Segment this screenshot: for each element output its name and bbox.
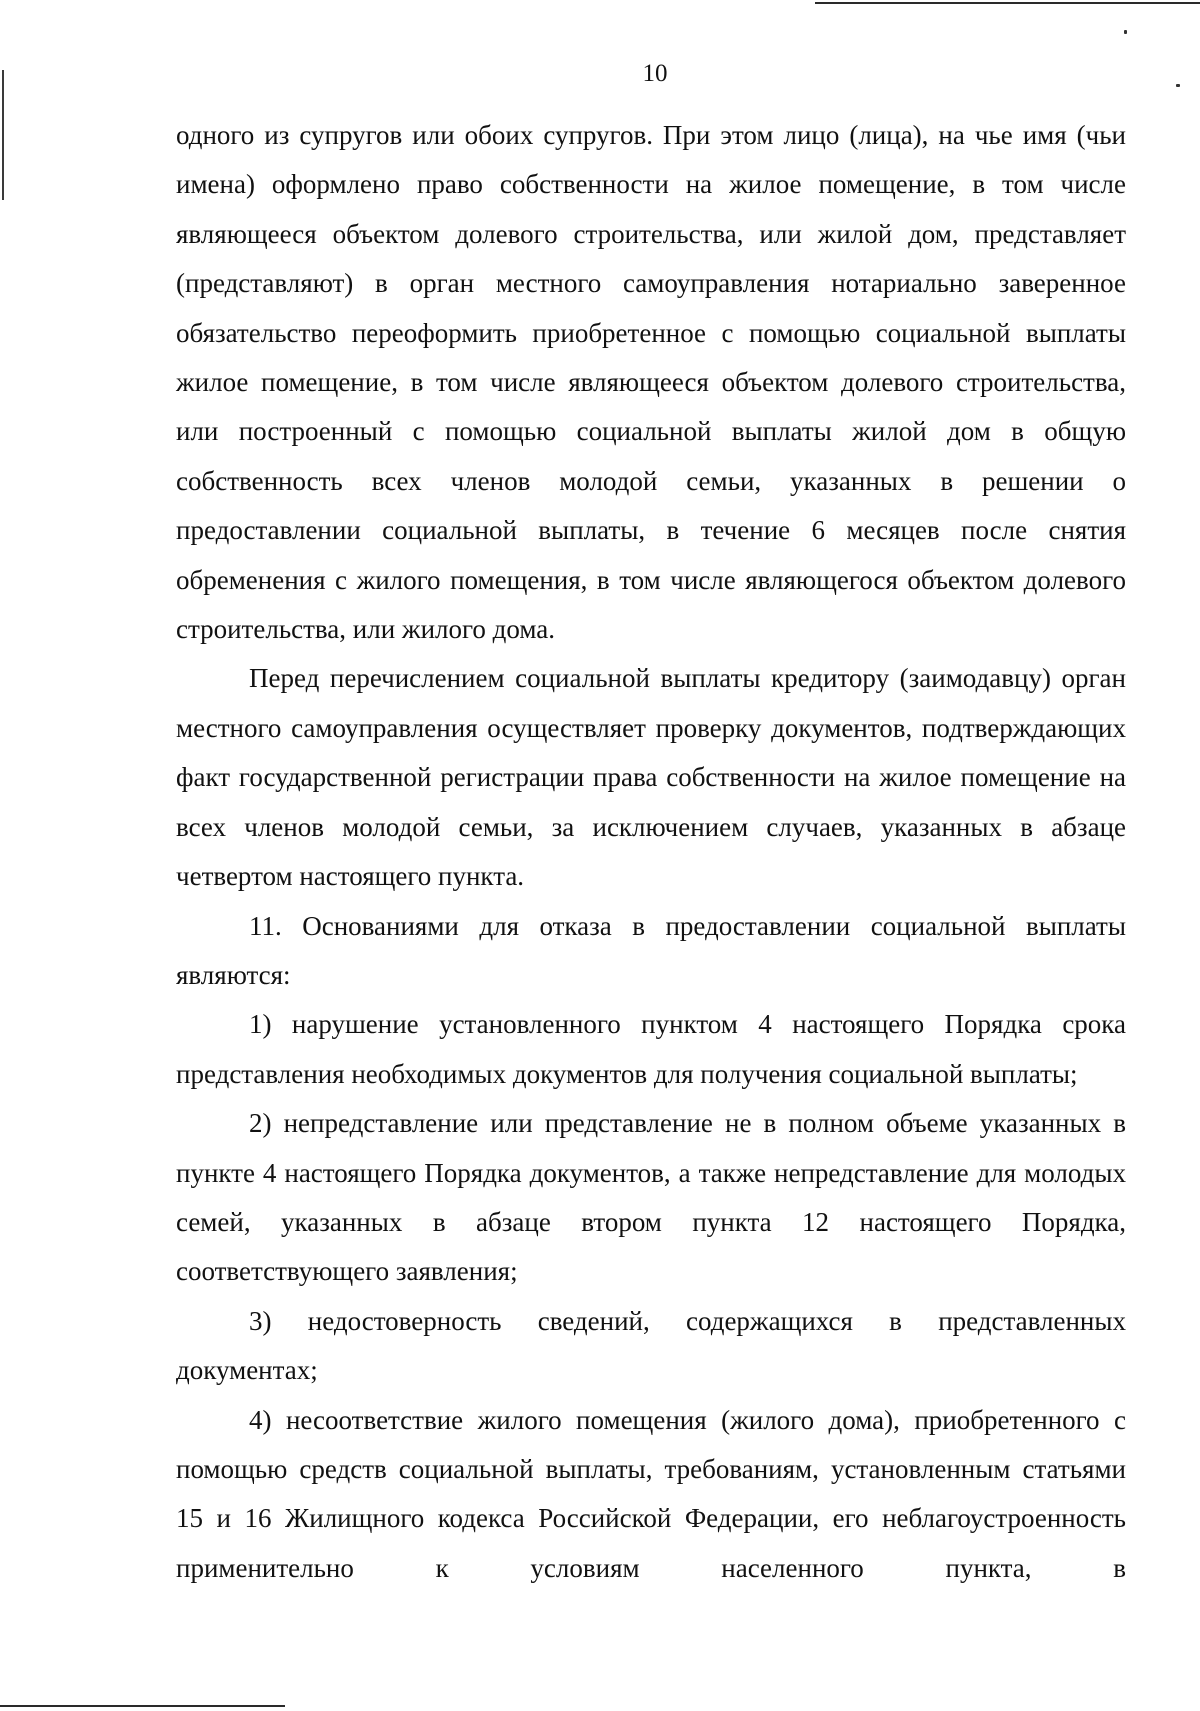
list-item-3: 3) недостоверность сведений, содержащихся в представленных документах; bbox=[176, 1305, 1126, 1386]
list-item-1: 1) нарушение установленного пунктом 4 настоящего Порядка срока представления необходимых документов для получения социальной выплаты; bbox=[176, 1009, 1126, 1089]
paragraph: Перед перечислением социальной выплаты кредитору (заимодавцу) орган местного самоуправления осуществляет проверку документов, подтверждающих факт государственной регистрации права собственности на жилое помещение на всех членов молодой семьи, за исключением случаев, указанных в абзаце четвертом настоящего пункта. bbox=[176, 663, 1126, 892]
scan-border-bottom bbox=[0, 1705, 285, 1707]
scan-border-top bbox=[815, 2, 1200, 4]
scan-speck bbox=[1124, 30, 1127, 34]
list-item-2: 2) непредставление или представление не в полном объеме указанных в пункте 4 настоящего Порядка документов, а также непредставление для молодых семей, указанных в абзаце втором пункта 12 настоящего Порядка, соответствующего заявления; bbox=[176, 1108, 1126, 1287]
page-number: 10 bbox=[642, 60, 668, 87]
paragraph-item-11: 11. Основаниями для отказа в предоставлении социальной выплаты являются: bbox=[176, 910, 1126, 990]
paragraph-continuation: одного из супругов или обоих супругов. При этом лицо (лица), на чье имя (чьи имена) оформлено право собственности на жилое помещение, в том числе являющееся объектом долевого строительства, или жилой дом, представляет (представляют) в орган местного самоуправления нотариально заверенное обязательство переоформить приобретенное с помощью социальной выплаты жилое помещение, в том числе являющееся объектом долевого строительства, или построенный с помощью социальной выплаты жилой дом в общую собственность всех членов молодой семьи, указанных в решении о предоставлении социальной выплаты, в течение 6 месяцев после снятия обременения с жилого помещения, в том числе являющегося объектом долевого строительства, или жилого дома. bbox=[176, 120, 1126, 645]
document-body bbox=[176, 111, 1126, 1593]
list-item-4: 4) несоответствие жилого помещения (жилого дома), приобретенного с помощью средств социальной выплаты, требованиям, установленным статьями 15 и 16 Жилищного кодекса Российской Федерации, его неблагоустроенность применительно к условиям населенного пункта, в bbox=[176, 1404, 1126, 1583]
